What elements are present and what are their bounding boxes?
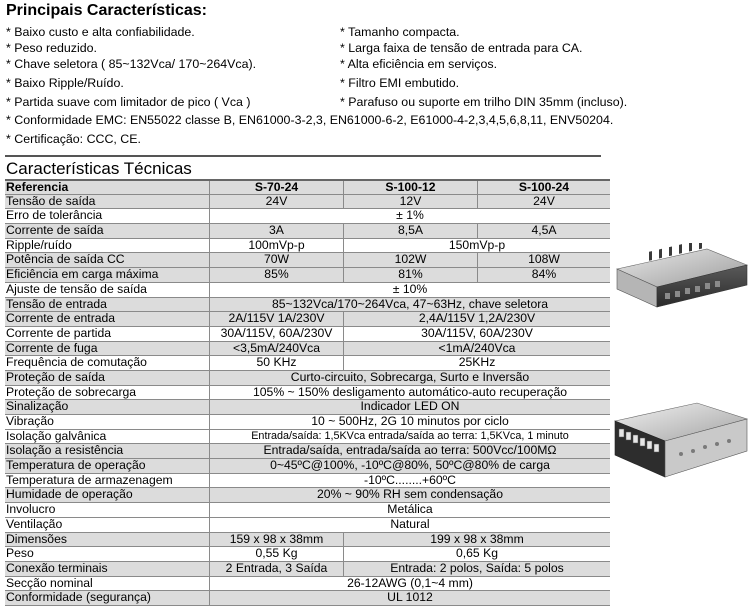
value-s-100-24: 4,5A: [477, 224, 610, 238]
row-label: Humidade de operação: [6, 488, 133, 502]
value-all-models: UL 1012: [209, 591, 610, 605]
value-s-100-models: 199 x 98 x 38mm: [343, 533, 610, 547]
table-row: [5, 223, 610, 238]
feature-certification: * Certificação: CCC, CE.: [6, 132, 141, 146]
table-row: [5, 532, 610, 547]
value-s-70-24: 3A: [209, 224, 343, 238]
value-s-70-24: 2 Entrada, 3 Saída: [209, 562, 343, 576]
row-label: Ripple/ruído: [6, 238, 72, 252]
value-all-models: 10 ~ 500Hz, 2G 10 minutos por ciclo: [209, 415, 610, 429]
table-row: [5, 443, 610, 458]
row-label: Erro de tolerância: [6, 209, 103, 223]
value-s-70-24: 30A/115V, 60A/230V: [209, 327, 343, 341]
value-s-100-models: 2,4A/115V 1,2A/230V: [343, 312, 610, 326]
value-s-100-models: 30A/115V, 60A/230V: [343, 327, 610, 341]
value-all-models: Curto-circuito, Sobrecarga, Surto e Inversão: [209, 371, 610, 385]
header-s-100-24: S-100-24: [477, 181, 610, 194]
table-row: [5, 355, 610, 370]
value-s-70-24: 50 KHz: [209, 356, 343, 370]
value-s-100-models: Entrada: 2 polos, Saída: 5 polos: [343, 562, 610, 576]
row-label: Temperatura de operação: [6, 459, 146, 473]
value-all-models: Entrada/saída, entrada/saída ao terra: 500Vcc/100MΩ: [209, 444, 610, 458]
value-s-100-24: 108W: [477, 253, 610, 267]
feature-item: * Alta eficiência em serviços.: [340, 57, 498, 71]
table-row: [5, 576, 610, 591]
table-row: [5, 487, 610, 502]
table-row: [5, 297, 610, 312]
row-label: Tensão de saída: [6, 194, 96, 208]
value-s-70-24: 100mVp-p: [209, 239, 343, 253]
row-label: Peso: [6, 547, 34, 561]
value-s-70-24: 70W: [209, 253, 343, 267]
table-row: [5, 311, 610, 326]
value-all-models: Metálica: [209, 503, 610, 517]
row-label: Involucro: [6, 503, 56, 517]
header-s-70-24: S-70-24: [209, 181, 343, 194]
value-all-models: Entrada/saída: 1,5KVca entrada/saída ao terra: 1,5KVca, 1 minuto: [209, 430, 610, 444]
value-all-models: 105% ~ 150% desligamento automático-auto recuperação: [209, 386, 610, 400]
feature-item: * Tamanho compacta.: [340, 25, 460, 39]
value-all-models: ± 10%: [209, 283, 610, 297]
table-row: [5, 252, 610, 267]
power-supply-terminals-photo: [611, 399, 751, 481]
value-all-models: Natural: [209, 518, 610, 532]
spec-title: Características Técnicas: [6, 159, 192, 178]
table-row: [5, 267, 610, 282]
row-label: Potência de saída CC: [6, 253, 125, 267]
row-label: Corrente de partida: [6, 326, 112, 340]
header-reference: Referencia: [6, 181, 69, 194]
value-s-70-24: 0,55 Kg: [209, 547, 343, 561]
row-label: Corrente de saída: [6, 224, 104, 238]
feature-item: * Partida suave com limitador de pico ( Vca ): [6, 95, 251, 109]
power-supply-photo: [609, 243, 751, 311]
table-row: [5, 282, 610, 297]
row-label: Conexão terminais: [6, 561, 108, 575]
feature-item: * Larga faixa de tensão de entrada para CA.: [340, 41, 583, 55]
row-label: Conformidade (segurança): [6, 591, 151, 605]
row-label: Vibração: [6, 415, 54, 428]
row-label: Sinalização: [6, 400, 69, 414]
row-label: Frequência de comutação: [6, 356, 147, 370]
value-s-100-12: 81%: [343, 268, 477, 282]
table-row: [5, 502, 610, 517]
row-label: Proteção de sobrecarga: [6, 385, 137, 399]
row-label: Secção nominal: [6, 576, 93, 590]
value-s-100-models: 0,65 Kg: [343, 547, 610, 561]
header-s-100-12: S-100-12: [343, 181, 477, 194]
feature-emc: * Conformidade EMC: EN55022 classe B, EN61000-3-2,3, EN61000-6-2, E61000-4-2,3,4,5,6,8,11, ENV50204.: [6, 113, 614, 127]
section-divider: [5, 155, 601, 157]
row-label: Ventilação: [6, 517, 63, 531]
table-row: [5, 429, 610, 444]
table-row: [5, 238, 610, 253]
value-all-models: ± 1%: [209, 209, 610, 223]
table-row: [5, 341, 610, 356]
table-row: [5, 561, 610, 576]
feature-item: * Parafuso ou suporte em trilho DIN 35mm (incluso).: [340, 95, 628, 109]
row-label: Isolação galvânica: [6, 429, 107, 443]
table-row: [5, 473, 610, 488]
table-row: [5, 546, 610, 561]
row-label: Ajuste de tensão de saída: [6, 282, 147, 296]
feature-item: * Baixo custo e alta confiabilidade.: [6, 25, 195, 39]
value-all-models: 20% ~ 90% RH sem condensação: [209, 488, 610, 502]
table-row: [5, 414, 610, 429]
row-label: Corrente de fuga: [6, 341, 98, 355]
spec-table: [5, 179, 610, 606]
row-label: Temperatura de armazenagem: [6, 473, 173, 487]
row-label: Tensão de entrada: [6, 297, 107, 311]
value-all-models: 0~45ºC@100%, -10ºC@80%, 50ºC@80% de carga: [209, 459, 610, 473]
table-header-row: [5, 179, 610, 194]
value-s-100-models: <1mA/240Vca: [343, 342, 610, 356]
value-s-70-24: 85%: [209, 268, 343, 282]
value-s-70-24: 159 x 98 x 38mm: [209, 533, 343, 547]
value-s-70-24: 24V: [209, 195, 343, 209]
table-row: [5, 370, 610, 385]
value-s-100-12: 8,5A: [343, 224, 477, 238]
table-row: [5, 458, 610, 473]
value-s-100-models: 25KHz: [343, 356, 610, 370]
value-all-models: Indicador LED ON: [209, 400, 610, 414]
value-all-models: 26-12AWG (0,1~4 mm): [209, 577, 610, 591]
table-row: [5, 385, 610, 400]
table-row: [5, 517, 610, 532]
table-row: [5, 194, 610, 209]
row-label: Proteção de saída: [6, 370, 105, 384]
table-row: [5, 590, 610, 606]
feature-item: * Filtro EMI embutido.: [340, 76, 460, 90]
value-s-100-12: 102W: [343, 253, 477, 267]
value-s-100-24: 24V: [477, 195, 610, 209]
row-label: Isolação a resistência: [6, 444, 124, 458]
row-label: Eficiência em carga máxima: [6, 268, 159, 282]
value-s-100-12: 12V: [343, 195, 477, 209]
value-s-70-24: <3,5mA/240Vca: [209, 342, 343, 356]
value-s-70-24: 2A/115V 1A/230V: [209, 312, 343, 326]
table-row: [5, 399, 610, 414]
feature-item: * Peso reduzido.: [6, 41, 97, 55]
table-row: [5, 326, 610, 341]
table-row: [5, 208, 610, 223]
value-s-100-24: 84%: [477, 268, 610, 282]
value-all-models: -10ºC........+60ºC: [209, 474, 610, 488]
feature-item: * Baixo Ripple/Ruído.: [6, 76, 124, 90]
row-label: Dimensões: [6, 532, 67, 546]
row-label: Corrente de entrada: [6, 312, 116, 326]
value-s-100-models: 150mVp-p: [343, 239, 610, 253]
feature-item: * Chave seletora ( 85~132Vca/ 170~264Vca).: [6, 57, 257, 71]
value-all-models: 85~132Vca/170~264Vca, 47~63Hz, chave seletora: [209, 298, 610, 312]
features-title: Principais Características:: [6, 2, 207, 19]
